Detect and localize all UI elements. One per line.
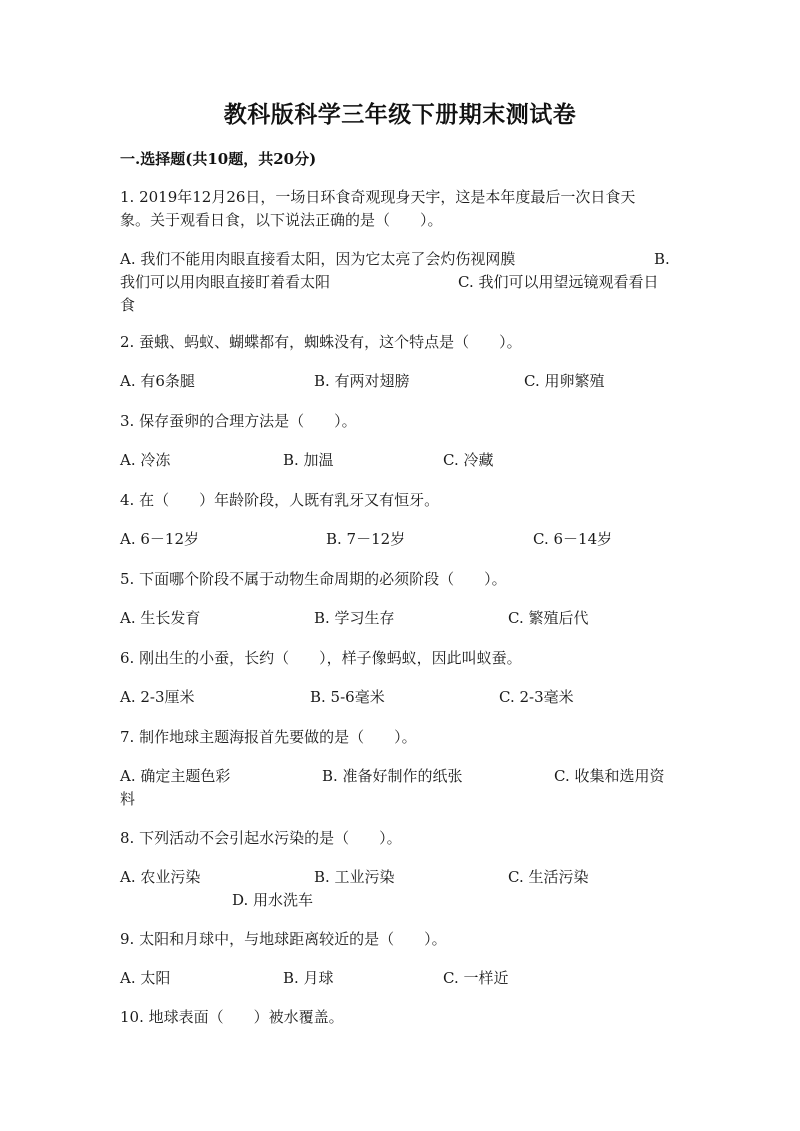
question-7-option-b: B. 准备好制作的纸张: [322, 767, 463, 785]
question-9-option-b: B. 月球: [283, 969, 334, 987]
question-4-stem: 4. 在（ ）年龄阶段，人既有乳牙又有恒牙。: [120, 491, 440, 509]
question-8-option-a: A. 农业污染: [120, 868, 201, 886]
page-title: 教科版科学三年级下册期末测试卷: [223, 101, 577, 128]
question-3-option-b: B. 加温: [283, 451, 334, 469]
question-9-option-a: A. 太阳: [120, 969, 171, 987]
question-4-option-a: A. 6－12岁: [120, 530, 199, 548]
question-8-option-b: B. 工业污染: [314, 868, 395, 886]
question-3-option-c: C. 冷藏: [443, 451, 494, 469]
question-1-stem-line-2: 象。关于观看日食，以下说法正确的是（ ）。: [120, 211, 443, 229]
question-7-option-c-wrap: 料: [120, 790, 136, 808]
question-1-option-b-text: 我们可以用肉眼直接盯着看太阳: [120, 273, 331, 291]
section-heading: 一.选择题(共10题，共20分): [120, 150, 317, 168]
question-2-option-b: B. 有两对翅膀: [314, 372, 410, 390]
question-8-option-c: C. 生活污染: [508, 868, 589, 886]
question-6-option-a: A. 2-3厘米: [120, 688, 195, 706]
question-6-stem: 6. 刚出生的小蚕，长约（ ），样子像蚂蚁，因此叫蚁蚕。: [120, 649, 522, 667]
question-9-stem: 9. 太阳和月球中，与地球距离较近的是（ ）。: [120, 930, 447, 948]
question-5-stem: 5. 下面哪个阶段不属于动物生命周期的必须阶段（ ）。: [120, 570, 507, 588]
question-6-option-c: C. 2-3毫米: [499, 688, 574, 706]
question-1-option-c-line-2: 食: [120, 296, 136, 314]
question-8-stem: 8. 下列活动不会引起水污染的是（ ）。: [120, 829, 402, 847]
question-7-stem: 7. 制作地球主题海报首先要做的是（ ）。: [120, 728, 417, 746]
question-4-option-b: B. 7－12岁: [326, 530, 406, 548]
question-8-option-d: D. 用水洗车: [232, 891, 314, 909]
question-3-stem: 3. 保存蚕卵的合理方法是（ ）。: [120, 412, 357, 430]
question-1-option-c-line-1: C. 我们可以用望远镜观看看日: [458, 273, 659, 291]
question-5-option-c: C. 繁殖后代: [508, 609, 589, 627]
question-2-option-a: A. 有6条腿: [120, 372, 195, 390]
question-6-option-b: B. 5-6毫米: [310, 688, 385, 706]
question-3-option-a: A. 冷冻: [120, 451, 171, 469]
question-9-option-c: C. 一样近: [443, 969, 509, 987]
question-7-option-c: C. 收集和选用资: [554, 767, 665, 785]
question-2-option-c: C. 用卵繁殖: [524, 372, 605, 390]
question-7-option-a: A. 确定主题色彩: [120, 767, 231, 785]
question-4-option-c: C. 6－14岁: [533, 530, 613, 548]
question-10-stem: 10. 地球表面（ ）被水覆盖。: [120, 1008, 344, 1026]
question-5-option-a: A. 生长发育: [120, 609, 201, 627]
question-1-option-a: A. 我们不能用肉眼直接看太阳，因为它太亮了会灼伤视网膜: [120, 250, 516, 268]
question-2-stem: 2. 蚕蛾、蚂蚁、蝴蝶都有，蜘蛛没有，这个特点是（ ）。: [120, 333, 522, 351]
question-1-option-b-marker: B.: [654, 250, 670, 268]
question-1-stem-line-1: 1. 2019年12月26日，一场日环食奇观现身天宇，这是本年度最后一次日食天: [120, 188, 636, 206]
question-5-option-b: B. 学习生存: [314, 609, 395, 627]
